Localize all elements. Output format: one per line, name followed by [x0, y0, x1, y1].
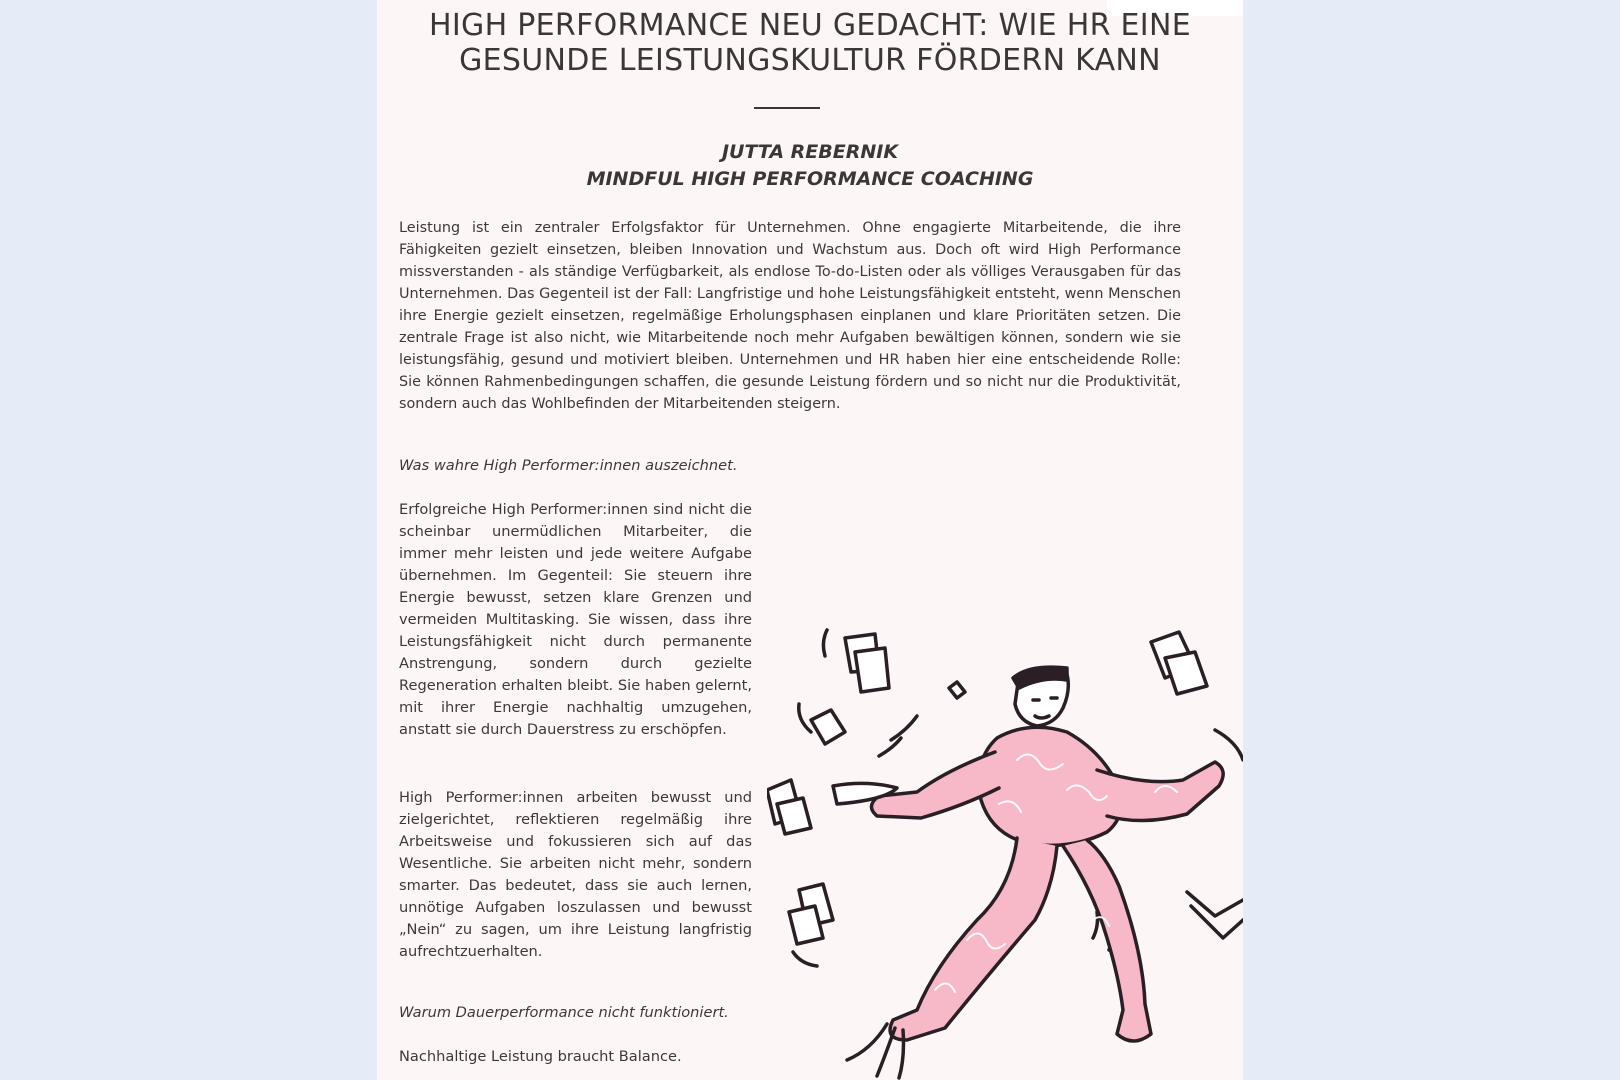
paragraph-balance: Nachhaltige Leistung braucht Balance.	[399, 1048, 682, 1065]
paper-icon	[767, 780, 811, 834]
subheading-high-performers: Was wahre High Performer:innen auszeichnet.	[399, 457, 738, 474]
intro-paragraph: Leistung ist ein zentraler Erfolgsfaktor für Unternehmen. Ohne engagierte Mitarbeitende, die ihre Fähigkeiten gezielt einsetzen, bleiben Innovation und Wachstum aus. Doch oft wird High Performance missverstanden - als ständige Verfügbarkeit, als endlose To-do-Listen oder als völliges Verausgaben für das Unternehmen. Das Gegenteil ist der Fall: Langfristige und hohe Leistungsfähigkeit entsteht, wenn Menschen ihre Energie gezielt einsetzen, regelmäßige Erholungsphasen einplanen und klare Prioritäten setzen. Die zentrale Frage ist also nicht, wie Mitarbeitende noch mehr Aufgaben bewältigen können, sondern wie sie leistungsfähig, gesund und motiviert bleiben. Unternehmen und HR haben hier eine entscheidende Rolle: Sie können Rahmenbedingungen schaffen, die gesunde Leistung fördern und so nicht nur die Produktivität, sondern auch das Wohlbefinden der Mitarbeitenden steigern.	[399, 220, 1181, 412]
subheading-dauerperformance: Warum Dauerperformance nicht funktioniert.	[399, 1004, 729, 1021]
juggling-papers-person-illustration	[767, 620, 1243, 1080]
paper-icon	[1151, 632, 1207, 694]
paper-icon	[845, 634, 889, 692]
paper-icon	[789, 884, 833, 944]
paper-icon	[811, 710, 845, 744]
author-company: MINDFUL HIGH PERFORMANCE COACHING	[586, 168, 1034, 190]
title-divider	[754, 107, 820, 109]
title-line-2: GESUNDE LEISTUNGSKULTUR FÖRDERN KANN	[459, 43, 1161, 78]
author-block	[377, 139, 1243, 193]
author-name: JUTTA REBERNIK	[721, 141, 899, 163]
paragraph-high-performers-2: High Performer:innen arbeiten bewusst und zielgerichtet, reflektieren regelmäßig ihre Arbeitsweise und fokussieren sich auf das Wesentliche. Sie arbeiten nicht mehr, sondern smarter. Das bedeutet, dass sie auch lernen, unnötige Aufgaben loszulassen und bewusst „Nein“ zu sagen, um ihre Leistung langfristig aufrechtzuerhalten.	[399, 789, 752, 960]
article-title	[417, 8, 1203, 78]
document-page	[377, 0, 1243, 1080]
paragraph-high-performers-1: Erfolgreiche High Performer:innen sind nicht die scheinbar unermüdlichen Mitarbeiter, die immer mehr leisten und jede weitere Aufgabe übernehmen. Im Gegenteil: Sie steuern ihre Energie bewusst, setzen klare Grenzen und vermeiden Multitasking. Sie wissen, dass ihre Leistungsfähigkeit nicht durch permanente Anstrengung, sondern durch gezielte Regeneration erhalten bleibt. Sie haben gelernt, mit ihrer Energie nachhaltig umzugehen, anstatt sie durch Dauerstress zu erschöpfen.	[399, 501, 752, 738]
title-line-1: HIGH PERFORMANCE NEU GEDACHT: WIE HR EINE	[429, 8, 1191, 43]
